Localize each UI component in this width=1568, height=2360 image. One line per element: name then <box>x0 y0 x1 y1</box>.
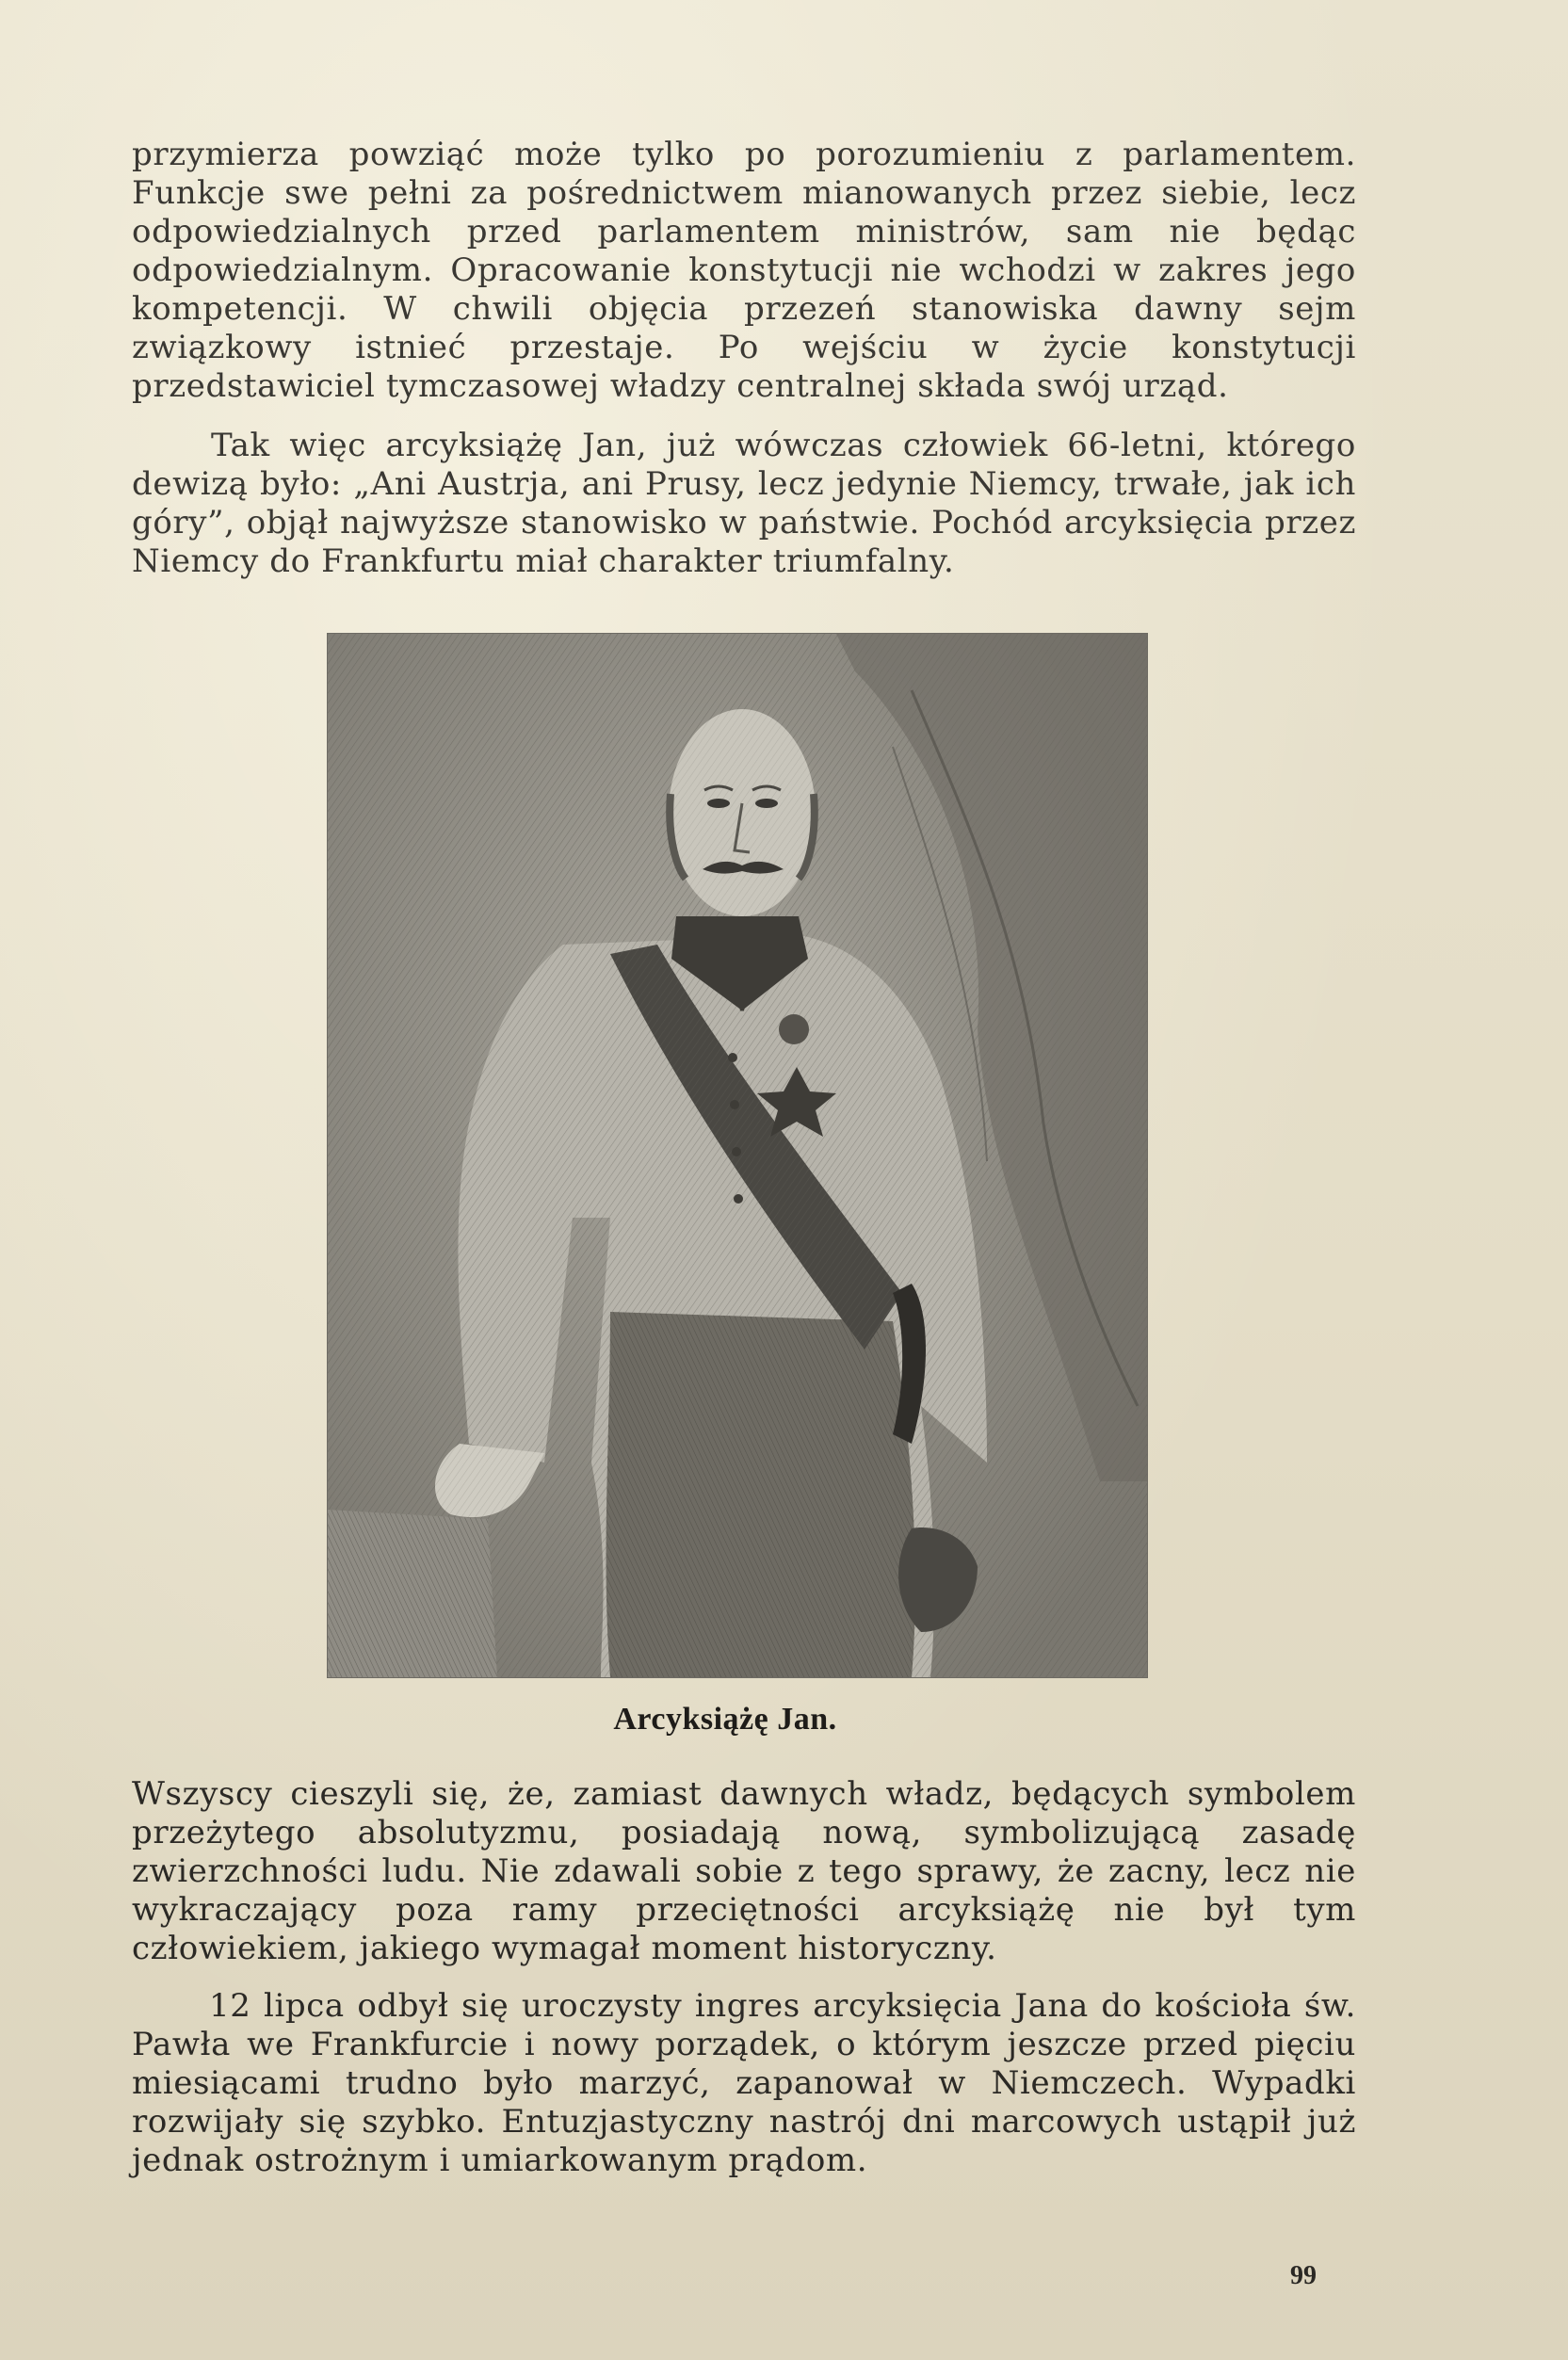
paragraph-parliament: przymierza powziąć może tylko po porozumieniu z parlamentem. Funkcje swe pełni za pośrednictwem mianowanych przez siebie, lecz odpowiedzialnych przed parlamentem ministrów, sam nie będąc odpowiedzialnym. Opracowanie konstytucji nie wchodzi w zakres jego kompetencji. W chwili objęcia przezeń stanowiska dawny sejm związkowy istnieć przestaje. Po wejściu w życie konstytucji przedstawiciel tymczasowej władzy centralnej składa swój urząd. <box>132 136 1356 405</box>
figure-caption: Arcyksiążę Jan. <box>613 1702 837 1737</box>
page-number: 99 <box>1290 2261 1317 2290</box>
archduke-portrait-engraving <box>328 634 1147 1677</box>
paragraph-new-authority: Wszyscy cieszyli się, że, zamiast dawnych władz, będących symbolem przeżytego absolutyzmu, posiadają nową, symbolizującą zasadę zwierzchności ludu. Nie zdawali sobie z tego sprawy, że zacny, lecz nie wykraczający poza ramy przeciętności arcyksiążę nie był tym człowiekiem, jakiego wymagał moment historyczny. <box>132 1775 1356 1967</box>
paragraph-frankfurt-ingress: 12 lipca odbył się uroczysty ingres arcyksięcia Jana do kościoła św. Pawła we Frankfurcie i nowy porządek, o którym jeszcze przed pięciu miesiącami trudno było marzyć, zapanował w Niemczech. Wypadki rozwijały się szybko. Entuzjastyczny nastrój dni marcowych ustąpił już jednak ostrożnym i umiarkowanym prądom. <box>132 1987 1356 2179</box>
paragraph-archduke-motto: Tak więc arcyksiążę Jan, już wówczas człowiek 66-letni, którego dewizą było: „Ani Austrja, ani Prusy, lecz jedynie Niemcy, trwałe, jak ich góry”, objął najwyższe stanowisko w państwie. Pochód arcyksięcia przez Niemcy do Frankfurtu miał charakter triumfalny. <box>132 427 1356 580</box>
